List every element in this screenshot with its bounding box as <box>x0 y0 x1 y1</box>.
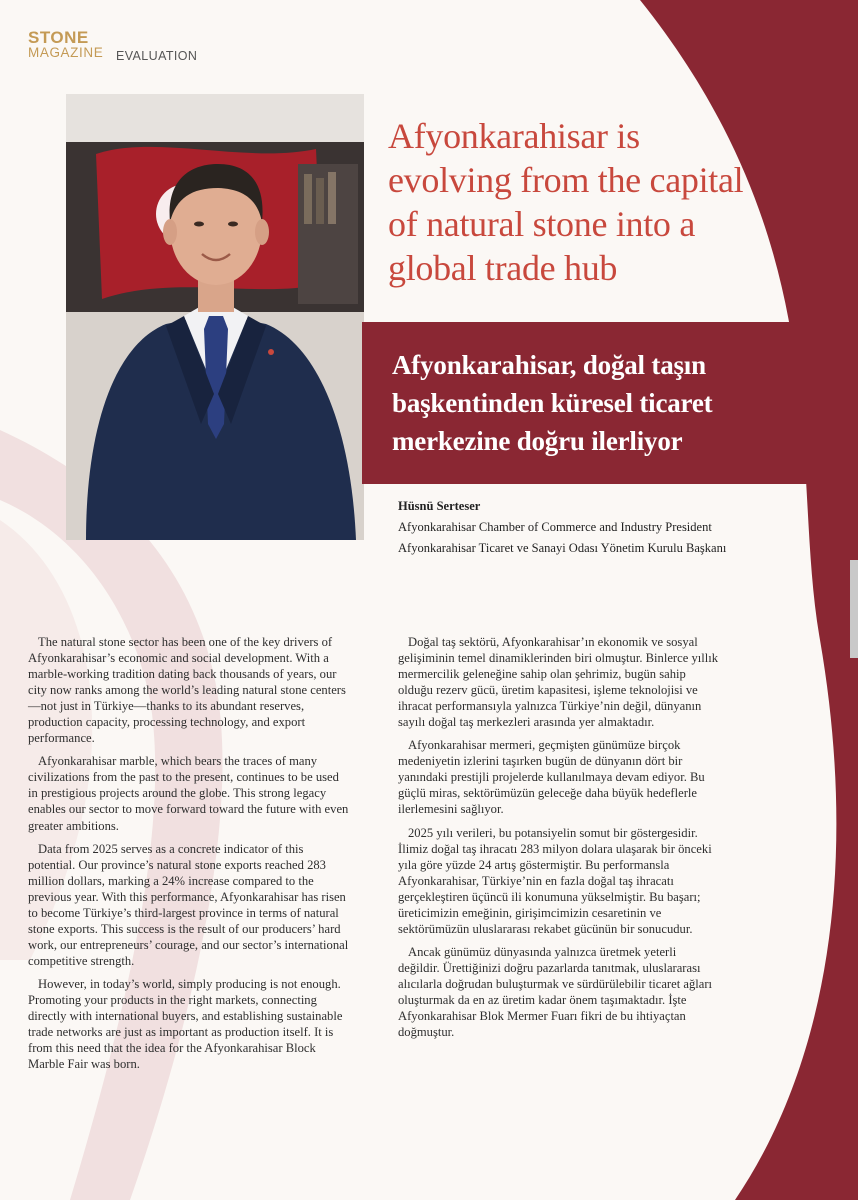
magazine-logo <box>28 30 103 60</box>
turkish-paragraph: Ancak günümüz dünyasında yalnızca üretmek yeterli değildir. Ürettiğinizi doğru pazarlarda tanıtmak, uluslararası alıcılarla doğrudan buluşturmak ve sürdürülebilir ticaret ağları oluşturmak da en az üretim kadar önem taşımaktadır. İşte Afyonkarahisar Blok Mermer Fuarı fikri de bu ihtiyaçtan doğmuştur. <box>398 944 713 1040</box>
portrait-photo <box>66 94 364 540</box>
turkish-paragraph: Afyonkarahisar mermeri, geçmişten günümüze birçok medeniyetin izlerini taşırken bugün de dünyanın dört bir yanındaki prestijli projelerde kullanılmaya devam ediyor. Bu güçlü miras, sektörümüzün geleceğe daha büyük hedeflerle ilerlemesini sağlıyor. <box>398 738 705 817</box>
english-paragraph: Data from 2025 serves as a concrete indicator of this potential. Our province’s natural stone exports reached 283 million dollars, marking a 24% increase compared to the previous year. With this performance, Afyonkarahisar has risen to become Türkiye’s third-largest province in terms of natural stone exports. This success is the result of our producers’ hard work, our entrepreneurs’ courage, and our sector’s international competitive strength. <box>28 841 349 968</box>
turkish-paragraph: 2025 yılı verileri, bu potansiyelin somut bir göstergesidir. İlimiz doğal taş ihracatı 283 milyon dolara ulaşarak bir önceki yıla göre yüzde 24 artış göstermiştir. Bu performansla Afyonkarahisar, Türkiye’nin en fazla doğal taş ihracatı gerçekleştiren üçüncü ili konumuna yükselmiştir. Bu başarı; üreticimizin emeğinin, girişimcimizin cesaretinin ve sektörümüzün uluslararası rekabet gücünün bir sonucudur. <box>398 825 712 936</box>
author-title-english: Afyonkarahisar Chamber of Commerce and Industry President <box>398 520 712 534</box>
headline-line: Afyonkarahisar is <box>388 116 640 156</box>
author-name: Hüsnü Serteser <box>398 499 481 513</box>
headline-line: evolving from the capital <box>388 160 744 200</box>
turkish-headline <box>392 346 822 460</box>
english-paragraph: The natural stone sector has been one of the key drivers of Afyonkarahisar’s economic and social development. With a marble-working tradition dating back thousands of years, our city now ranks among the world’s leading natural stone centers—not just in Türkiye—thanks to its abundant reserves, production capacity, processing technology, and export performance. <box>28 635 346 746</box>
section-label: EVALUATION <box>116 49 198 63</box>
turkish-headline-line: Afyonkarahisar, doğal taşın <box>392 350 706 380</box>
turkish-headline-line: başkentinden küresel ticaret <box>392 388 713 418</box>
author-byline <box>398 496 726 559</box>
english-body-column <box>28 634 350 1079</box>
logo-magazine-text: MAGAZINE <box>28 45 104 60</box>
english-paragraph: However, in today’s world, simply producing is not enough. Promoting your products in the right markets, connecting directly with international buyers, and establishing sustainable trade networks are just as important as production itself. It is from this need that the idea for the Afyonkarahisar Block Marble Fair was born. <box>28 976 343 1072</box>
article-headline <box>388 114 838 290</box>
english-paragraph: Afyonkarahisar marble, which bears the traces of many civilizations from the past to the present, continues to be used in prestigious projects around the globe. This strong legacy enables our sector to move forward toward the future with even greater ambitions. <box>28 754 349 833</box>
logo-stone-text: STONE <box>28 28 89 47</box>
headline-line: global trade hub <box>388 248 618 288</box>
headline-line: of natural stone into a <box>388 204 696 244</box>
author-title-turkish: Afyonkarahisar Ticaret ve Sanayi Odası Yönetim Kurulu Başkanı <box>398 541 727 555</box>
turkish-body-column <box>398 634 720 1047</box>
turkish-paragraph: Doğal taş sektörü, Afyonkarahisar’ın ekonomik ve sosyal gelişiminin temel dinamiklerinden biri olmuştur. Binlerce yıllık mermercilik geleneğine sahip olan şehrimiz, bugün sahip olduğu rezerv gücü, üretim kapasitesi, işleme teknolojisi ve ihracat performansıyla yalnızca Türkiye’nin değil, dünyanın sayılı doğal taş merkezleri arasında yer almaktadır. <box>398 635 719 730</box>
turkish-headline-line: merkezine doğru ilerliyor <box>392 426 683 456</box>
